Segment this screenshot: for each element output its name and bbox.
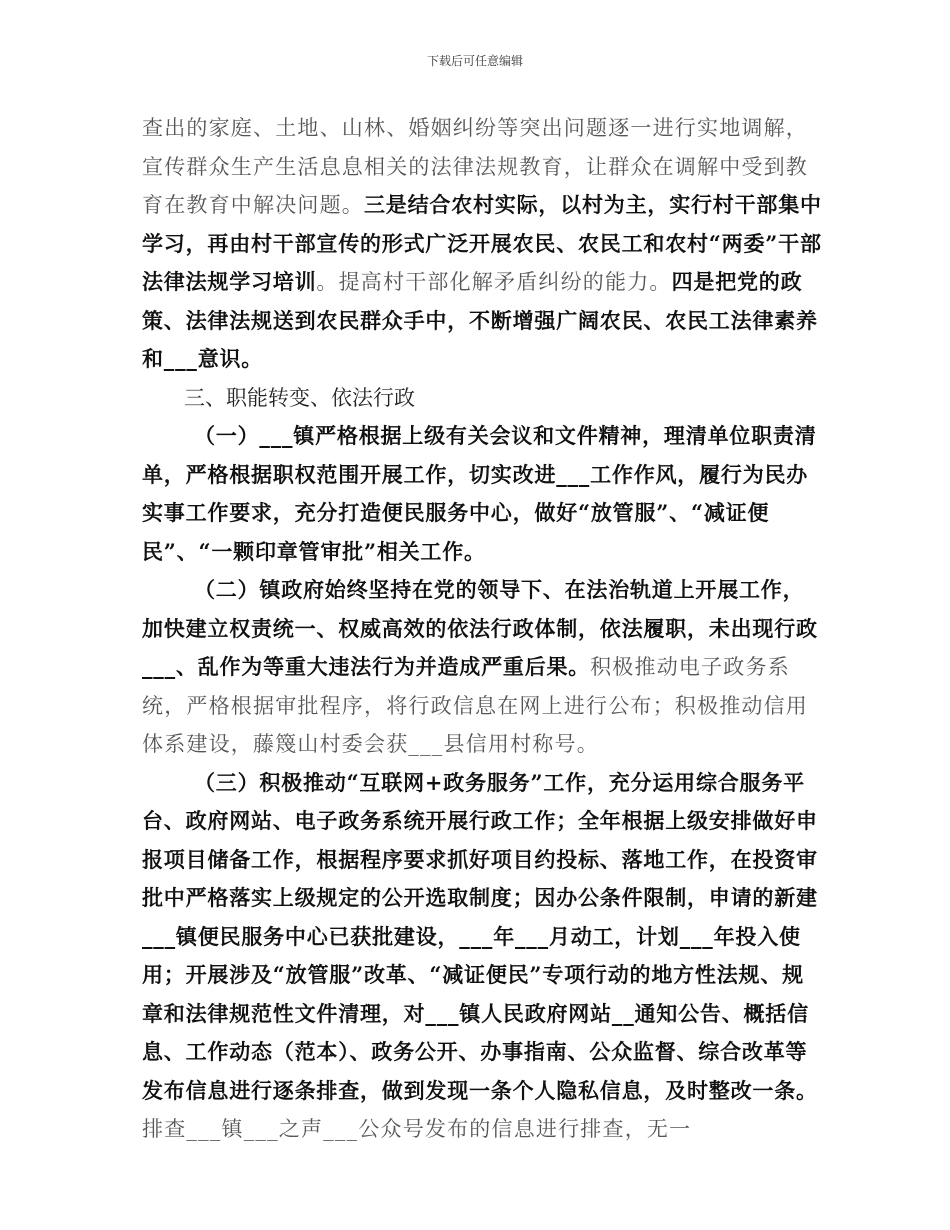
paragraph-item-3 [142,764,822,1149]
text-segment: 查出的家庭、土地、山林、婚姻纠纷等突出问题逐一进行实地调解，宣传群众生产生活息息相关的法律法规教育，让群众在调解中受到教育在教育中解决问题。 [142,116,808,217]
text-segment: （二）镇政府始终坚持在党的领导下、在法治轨道上开展工作，加快建立权责统一、权威高效的依法行政体制，依法履职，未出现行政___、乱作为等重大违法行为并造成严重后果。 [142,577,818,679]
text-segment: 三是结合农村实际，以村为主，实行村干部集中学习，再由村干部宣传的形式广泛开展农民、农民工和农村“两委”干部法律法规学习培训 [142,192,822,294]
paragraph-item-2 [142,571,822,764]
section-heading [142,379,822,418]
text-segment: 四是把党的政策、法律法规送到农民群众手中，不断增强广阔农民、农民工法律素养和___意识。 [142,269,818,371]
section-heading-text: 三、职能转变、依法行政 [184,385,415,410]
paragraph-legal-education [142,109,822,379]
document-body [142,109,822,1149]
text-segment: 积极推动电子政务系统，严格根据审批程序，将行政信息在网上进行公布；积极推动信用体系建设，藤篾山村委会获___县信用村称号。 [142,655,808,756]
text-segment: （三）积极推动“互联网+政务服务”工作，充分运用综合服务平台、政府网站、电子政务系统开展行政工作；全年根据上级安排做好申报项目储备工作，根据程序要求抓好项目约投标、落地工作，在投资审批中严格落实上级规定的公开选取制度；因办公条件限制，申请的新建___镇便民服务中心已获批建设，___年___月动工，计划___年投入使用；开展涉及“放管服”改革、“减证便民”专项行动的地方性法规、规章和法律规范性文件清理，对___镇人民政府网站__通知公告、概括信息、工作动态（范本）、政务公开、办事指南、公众监督、综合改革等发布信息进行逐条排查，做到发现一条个人隐私信息，及时整改一条。 [142,769,818,1103]
paragraph-item-1 [142,417,822,571]
text-segment: 。提高村干部化解矛盾纠纷的能力。 [316,270,672,294]
text-segment: （一）___镇严格根据上级有关会议和文件精神，理清单位职责清单，严格根据职权范围开展工作，切实改进___工作作风，履行为民办实事工作要求，充分打造便民服务中心，做好“放管服”、“减证便民”、“一颗印章管审批”相关工作。 [142,423,817,564]
text-segment: 排查___镇___之声___公众号发布的信息进行排查，无一 [142,1117,692,1141]
page-header: 下载后可任意编辑 [426,54,523,68]
